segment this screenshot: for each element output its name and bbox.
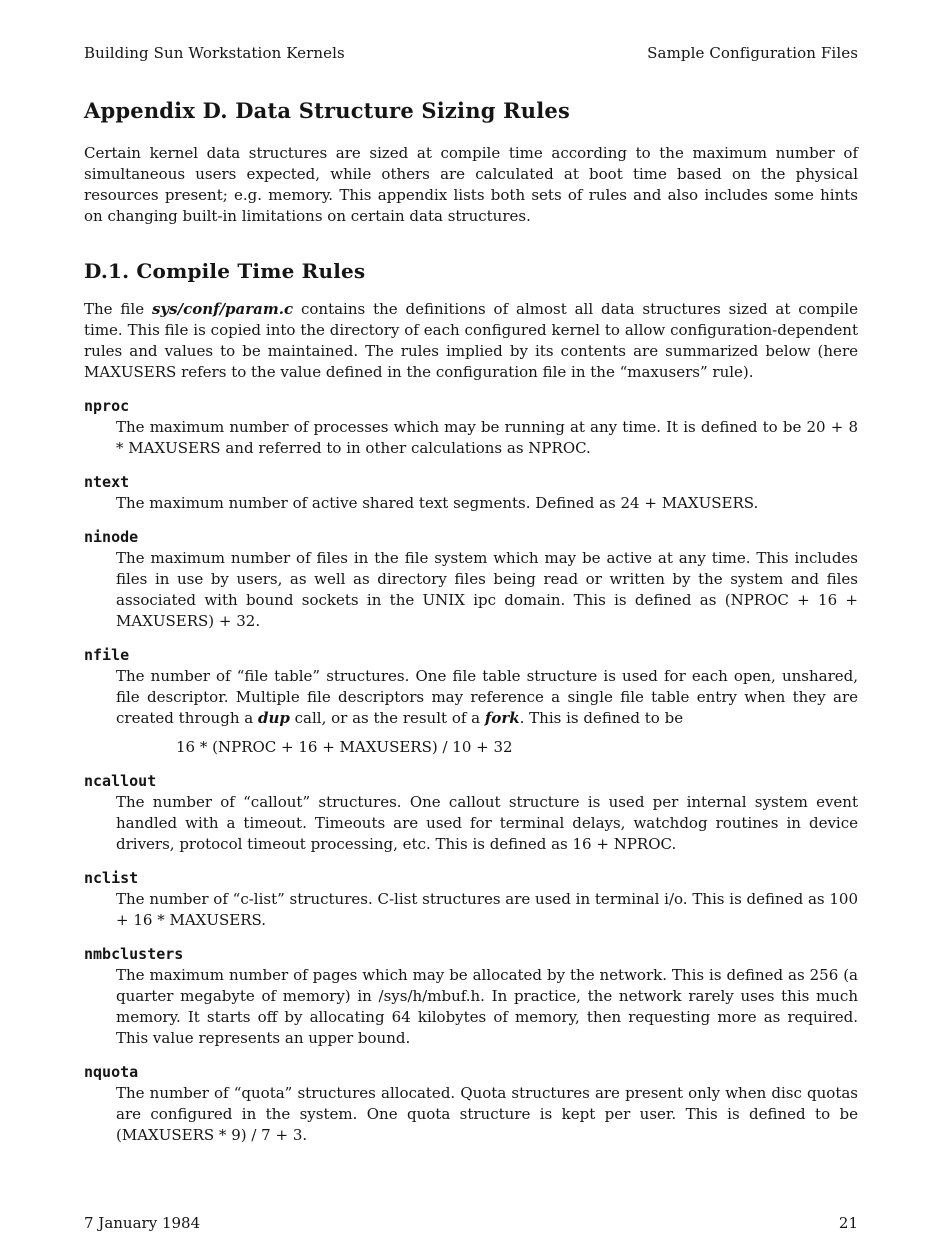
footer-date: 7 January 1984: [84, 1214, 201, 1232]
entry-ntext: [84, 473, 858, 514]
entry-nmbclusters: [84, 945, 858, 1049]
definition-ninode: The maximum number of files in the file system which may be active at any time. This includes files in use by users, as well as directory files being read or written by the system and files associated with bound sockets in the UNIX ipc domain. This is defined as (NPROC + 16 + MAXUSERS) + 32.: [116, 549, 858, 630]
nfile-text-a: The number of “file table” structures. One file table structure is used for each open, unshared, file descriptor. Multiple file descriptors may reference a single file table entry when they are created through a: [116, 667, 858, 727]
dup-call: dup: [257, 709, 290, 727]
definition-ntext: The maximum number of active shared text segments. Defined as 24 + MAXUSERS.: [116, 494, 759, 512]
entry-nquota: [84, 1063, 858, 1146]
appendix-intro: Certain kernel data structures are sized at compile time according to the maximum number of simultaneous users expected, while others are calculated at boot time based on the physical resources present; e.g. memory. This appendix lists both sets of rules and also includes some hints on changing built-in limitations on certain data structures.: [84, 144, 858, 225]
entry-nclist: [84, 869, 858, 931]
running-footer: [84, 1214, 858, 1232]
entry-ninode: [84, 528, 858, 632]
term-nproc: nproc: [84, 397, 130, 415]
page-content: [84, 98, 858, 1146]
header-right-title: Sample Configuration Files: [647, 44, 858, 62]
section-intro-before: The file: [84, 300, 152, 318]
nfile-formula: 16 * (NPROC + 16 + MAXUSERS) / 10 + 32: [176, 738, 513, 756]
appendix-title: Appendix D. Data Structure Sizing Rules: [84, 98, 570, 123]
definition-ncallout: The number of “callout” structures. One callout structure is used per internal system event handled with a timeout. Timeouts are used for terminal delays, watchdog routines in device drivers, protocol timeout processing, etc. This is defined as 16 + NPROC.: [116, 793, 858, 853]
fork-call: fork: [484, 709, 520, 727]
section-intro-after: contains the definitions of almost all data structures sized at compile time. This file is copied into the directory of each configured kernel to allow configuration-dependent rules and values to be maintained. The rules implied by its contents are summarized below (here MAXUSERS refers to the value defined in the configuration file in the “maxusers” rule).: [84, 300, 858, 381]
term-nquota: nquota: [84, 1063, 139, 1081]
term-nmbclusters: nmbclusters: [84, 945, 184, 963]
section-intro: [84, 299, 858, 383]
running-header: [84, 44, 858, 62]
param-file-path: sys/conf/param.c: [151, 300, 294, 318]
nfile-text-c: . This is defined to be: [519, 709, 684, 727]
entry-ncallout: [84, 772, 858, 855]
term-ninode: ninode: [84, 528, 139, 546]
definition-nproc: The maximum number of processes which may be running at any time. It is defined to be 20 + 8 * MAXUSERS and referred to in other calculations as NPROC.: [116, 418, 858, 457]
term-nclist: nclist: [84, 869, 139, 887]
section-title: D.1. Compile Time Rules: [84, 259, 366, 283]
page-number: 21: [838, 1214, 858, 1232]
entry-nfile: [84, 646, 858, 758]
definition-nfile: [116, 666, 858, 729]
definition-nmbclusters: The maximum number of pages which may be allocated by the network. This is defined as 256 (a quarter megabyte of memory) in /sys/h/mbuf.h. In practice, the network rarely uses this much memory. It starts off by allocating 64 kilobytes of memory, then requesting more as required. This value represents an upper bound.: [116, 966, 858, 1047]
term-ntext: ntext: [84, 473, 130, 491]
header-left-title: Building Sun Workstation Kernels: [84, 44, 345, 62]
definition-nclist: The number of “c-list” structures. C-list structures are used in terminal i/o. This is defined as 100 + 16 * MAXUSERS.: [116, 890, 858, 929]
definition-nquota: The number of “quota” structures allocated. Quota structures are present only when disc quotas are configured in the system. One quota structure is kept per user. This is defined to be (MAXUSERS * 9) / 7 + 3.: [116, 1084, 858, 1144]
term-nfile: nfile: [84, 646, 130, 664]
entry-nproc: [84, 397, 858, 459]
nfile-text-b: call, or as the result of a: [289, 709, 485, 727]
term-ncallout: ncallout: [84, 772, 157, 790]
